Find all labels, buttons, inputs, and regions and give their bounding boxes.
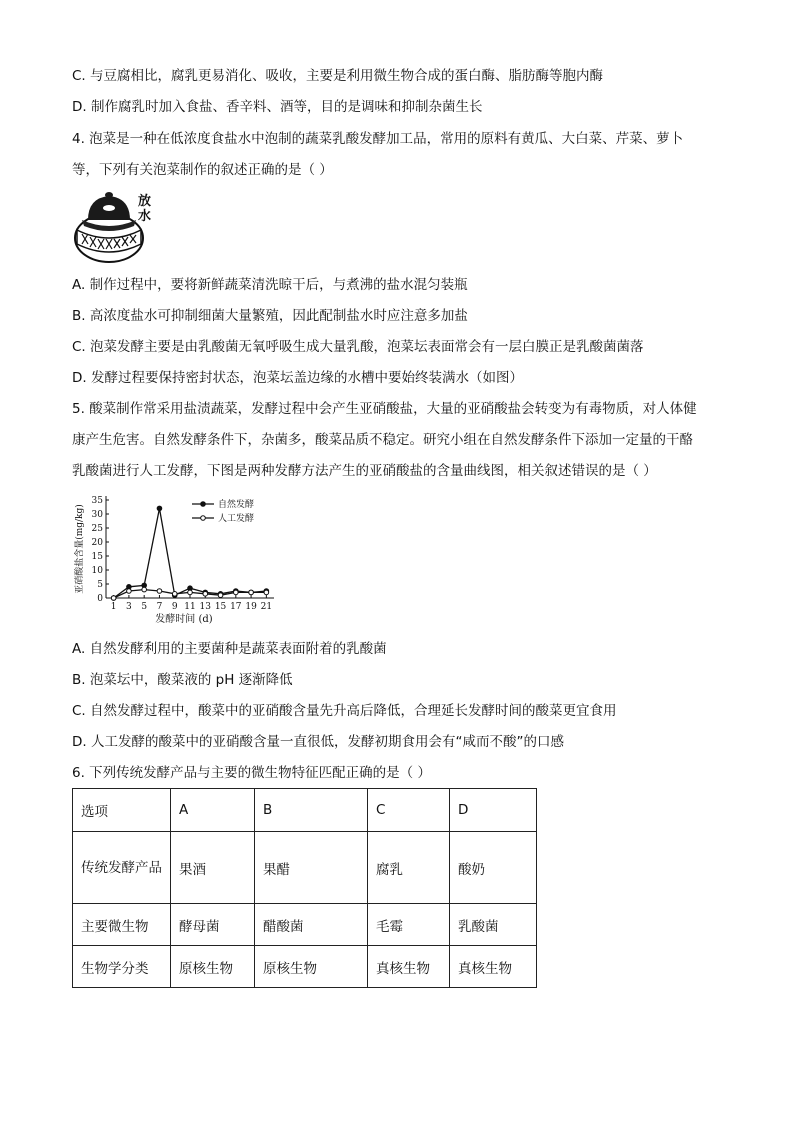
table-cell: 原核生物: [255, 946, 368, 988]
q5-option-a: A. 自然发酵利用的主要菌种是蔬菜表面附着的乳酸菌: [72, 641, 387, 657]
x-tick-label: 19: [245, 602, 257, 612]
table-cell: 乳酸菌: [450, 904, 537, 946]
table-row: [73, 789, 537, 832]
q4-option-c: C. 泡菜发酵主要是由乳酸菌无氧呼吸生成大量乳酸，泡菜坛表面常会有一层白膜正是乳酸菌菌落: [72, 339, 644, 355]
series-point-2: [142, 587, 147, 592]
q4-stem-line1: 4. 泡菜是一种在低浓度食盐水中泡制的蔬菜乳酸发酵加工品，常用的原料有黄瓜、大白菜、芹菜、萝卜: [72, 131, 684, 147]
y-tick-label: 5: [97, 580, 103, 590]
table-cell: 果酒: [171, 832, 255, 904]
x-tick-label: 9: [171, 602, 178, 612]
legend-marker-2: [201, 516, 206, 521]
table-cell: 酵母菌: [171, 904, 255, 946]
q5-option-d: D. 人工发酵的酸菜中的亚硝酸含量一直很低，发酵初期食用会有“咸而不酸”的口感: [72, 734, 564, 750]
table-cell: 腐乳: [368, 832, 450, 904]
x-tick-label: 5: [141, 602, 148, 612]
series-point-2: [264, 590, 269, 595]
q4-option-b: B. 高浓度盐水可抑制细菌大量繁殖，因此配制盐水时应注意多加盐: [72, 308, 468, 324]
q4-option-a: A. 制作过程中，要将新鲜蔬菜清洗晾干后，与煮沸的盐水混匀装瓶: [72, 277, 468, 293]
q3-option-d: D. 制作腐乳时加入食盐、香辛料、酒等，目的是调味和抑制杂菌生长: [72, 99, 483, 115]
table-cell: B: [255, 789, 368, 832]
x-tick-label: 21: [260, 602, 273, 612]
table-cell: 生物学分类: [73, 946, 171, 988]
q5-option-b: B. 泡菜坛中，酸菜液的 pH 逐渐降低: [72, 672, 293, 688]
y-tick-label: 0: [97, 594, 103, 604]
table-row: [73, 832, 537, 904]
series-point-2: [157, 589, 162, 594]
y-tick-label: 15: [91, 552, 103, 562]
y-tick-label: 30: [91, 510, 103, 520]
series-point-2: [172, 592, 177, 597]
table-cell: 真核生物: [450, 946, 537, 988]
series-point-2: [249, 590, 254, 595]
y-tick-label: 20: [91, 538, 103, 548]
series-point-2: [111, 596, 116, 601]
table-row: [73, 904, 537, 946]
nitrite-chart-svg: [70, 490, 290, 630]
legend-label-1: 自然发酵: [218, 500, 255, 510]
table-cell: D: [450, 789, 537, 832]
table-cell: 选项: [73, 789, 171, 832]
table-row: [73, 946, 537, 988]
x-tick-label: 1: [110, 602, 117, 612]
table-cell: 真核生物: [368, 946, 450, 988]
table-cell: A: [171, 789, 255, 832]
table-cell: 传统发酵产品: [73, 832, 171, 904]
table-cell: 果醋: [255, 832, 368, 904]
table-cell: 毛霉: [368, 904, 450, 946]
x-tick-label: 11: [184, 602, 196, 612]
nitrite-chart: [70, 490, 290, 630]
q4-stem-line2: 等，下列有关泡菜制作的叙述正确的是（ ）: [72, 162, 333, 178]
q5-stem-line2: 康产生危害。自然发酵条件下，杂菌多，酸菜品质不稳定。研究小组在自然发酵条件下添加一定量的干酪: [72, 432, 693, 448]
series-point-2: [218, 593, 223, 598]
series-point-1: [157, 506, 162, 511]
q4-option-d: D. 发酵过程要保持密封状态，泡菜坛盖边缘的水槽中要始终装满水（如图）: [72, 370, 523, 386]
table-cell: 醋酸菌: [255, 904, 368, 946]
table-cell: 主要微生物: [73, 904, 171, 946]
q5-stem-line3: 乳酸菌进行人工发酵，下图是两种发酵方法产生的亚硝酸盐的含量曲线图，相关叙述错误的是（ ）: [72, 463, 657, 479]
x-tick-label: 15: [214, 602, 227, 612]
x-axis-label: 发酵时间 (d): [155, 614, 213, 625]
x-tick-label: 7: [156, 602, 163, 612]
legend-label-2: 人工发酵: [218, 514, 255, 524]
q6-stem: 6. 下列传统发酵产品与主要的微生物特征匹配正确的是（ ）: [72, 765, 431, 781]
table-cell: 原核生物: [171, 946, 255, 988]
table-cell: 酸奶: [450, 832, 537, 904]
q5-stem-line1: 5. 酸菜制作常采用盐渍蔬菜，发酵过程中会产生亚硝酸盐，大量的亚硝酸盐会转变为有毒物质，对人体健: [72, 401, 697, 417]
y-tick-label: 35: [91, 496, 103, 506]
q3-option-c: C. 与豆腐相比，腐乳更易消化、吸收，主要是利用微生物合成的蛋白酶、脂肪酶等胞内酶: [72, 68, 604, 84]
series-point-2: [188, 590, 193, 595]
series-point-2: [234, 590, 239, 595]
series-point-2: [203, 592, 208, 597]
q6-table: [72, 788, 537, 988]
x-tick-label: 3: [126, 602, 132, 612]
y-tick-label: 10: [91, 566, 103, 576]
q5-option-c: C. 自然发酵过程中，酸菜中的亚硝酸含量先升高后降低，合理延长发酵时间的酸菜更宜食用: [72, 703, 617, 719]
legend-marker-1: [201, 502, 206, 507]
jar-label: 放水: [138, 194, 152, 224]
y-tick-label: 25: [91, 524, 103, 534]
y-axis-label: 亚硝酸盐含量(mg/kg): [75, 504, 85, 594]
x-tick-label: 17: [230, 602, 242, 612]
pickle-jar-figure: [72, 186, 162, 268]
table-cell: C: [368, 789, 450, 832]
x-tick-label: 13: [199, 602, 211, 612]
series-point-2: [127, 589, 132, 594]
